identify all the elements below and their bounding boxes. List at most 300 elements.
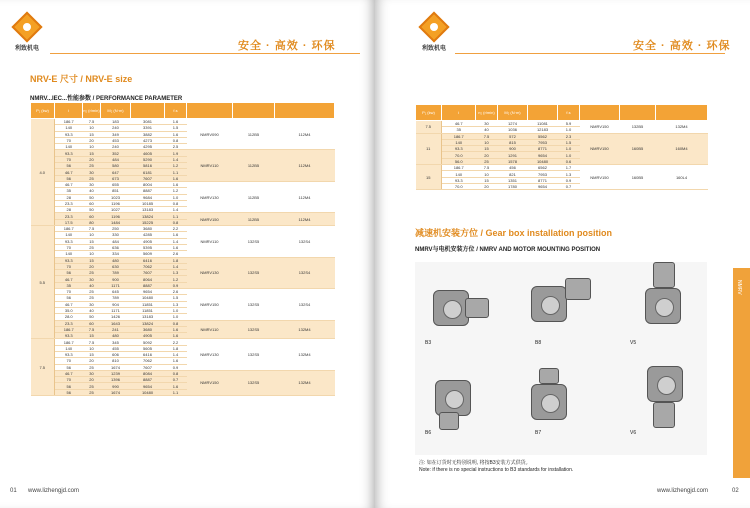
gearbox-icon	[645, 288, 681, 324]
table-cell: 1.0	[165, 194, 187, 200]
model-cell: 132S4	[275, 289, 335, 320]
table-cell: 20	[476, 183, 498, 189]
position-b8	[525, 272, 595, 342]
table-cell: 655	[101, 181, 131, 187]
slogan: 安全 · 高效 · 环保	[633, 40, 731, 52]
table-cell: 7.5	[476, 165, 498, 171]
table-cell: 8887	[131, 377, 165, 383]
table-cell: 330	[101, 232, 131, 238]
brand-name: 利致机电	[14, 46, 39, 52]
table-cell: 1.8	[165, 257, 187, 263]
table-cell: 1274	[498, 121, 528, 127]
table-cell: 1196	[101, 213, 131, 219]
table-cell: 56	[55, 383, 83, 389]
table-cell: 1.1	[165, 389, 187, 395]
table-cell: 12183	[528, 127, 558, 133]
table-cell: 1.6	[165, 326, 187, 332]
table-cell: 40	[476, 127, 498, 133]
table-cell: 15	[83, 238, 101, 244]
table-cell: 2.3	[558, 133, 580, 139]
table-cell: 28	[55, 194, 83, 200]
column-header: i	[442, 105, 476, 121]
table-cell: 20	[476, 152, 498, 158]
model-cell: NMRV130	[187, 339, 233, 370]
table-cell: 0.9	[165, 364, 187, 370]
brand-logo	[10, 16, 44, 52]
table-cell: 15	[83, 131, 101, 137]
table-cell: 0.8	[165, 200, 187, 206]
table-cell: 9654	[131, 383, 165, 389]
table-cell: 1.3	[558, 171, 580, 177]
table-cell: 20	[83, 263, 101, 269]
column-header: M₂ (N·m)	[498, 105, 528, 121]
table-cell: 900	[498, 146, 528, 152]
model-cell: 112B5	[233, 150, 275, 181]
column-header: f.s	[558, 105, 580, 121]
table-cell: 56	[55, 270, 83, 276]
table-cell: 1.0	[558, 127, 580, 133]
model-cell: NMRV130	[187, 257, 233, 288]
position-b6	[429, 370, 489, 430]
table-cell: 60	[83, 320, 101, 326]
table-cell: 7607	[131, 270, 165, 276]
table-cell: 580	[101, 163, 131, 169]
table-cell: 1196	[101, 200, 131, 206]
table-cell: 46.7	[55, 370, 83, 376]
power-cell: 7.5	[416, 121, 442, 134]
table-cell: 1.5	[165, 295, 187, 301]
table-cell: 70	[55, 156, 83, 162]
table-cell: 250	[101, 226, 131, 232]
right-page	[375, 0, 750, 508]
power-cell: 7.5	[31, 339, 55, 396]
table-cell: 572	[498, 133, 528, 139]
brand-name: 利致机电	[421, 46, 446, 52]
table-cell: 1.5	[165, 125, 187, 131]
mounting-diagram	[415, 262, 707, 455]
table-cell: 186.7	[55, 226, 83, 232]
table-cell: 13824	[131, 213, 165, 219]
model-cell: 132S5	[233, 257, 275, 288]
table-cell: 40	[83, 188, 101, 194]
table-cell: 11851	[131, 301, 165, 307]
table-cell: 70.0	[442, 152, 476, 158]
table-cell: 480	[101, 257, 131, 263]
table-cell: 30	[83, 370, 101, 376]
table-cell: 3391	[131, 125, 165, 131]
table-cell: 28.0	[55, 314, 83, 320]
table-cell: 3882	[131, 131, 165, 137]
table-cell: 1.4	[165, 351, 187, 357]
table-cell: 186.7	[442, 133, 476, 139]
table-cell: 46.7	[55, 276, 83, 282]
table-cell: 50	[83, 314, 101, 320]
model-cell: NMRV150	[187, 370, 233, 395]
table-cell: 0.9	[165, 282, 187, 288]
table-cell: 4605	[131, 150, 165, 156]
table-cell: 70	[55, 244, 83, 250]
table-cell: 13183	[131, 314, 165, 320]
table-cell: 7.5	[83, 326, 101, 332]
table-cell: 1.2	[165, 163, 187, 169]
model-cell: 132M4	[275, 320, 335, 339]
table-cell: 93.3	[442, 177, 476, 183]
table-cell: 8064	[131, 276, 165, 282]
table-cell: 851	[101, 188, 131, 194]
table-cell: 186.7	[55, 339, 83, 345]
table-cell: 93.3	[55, 131, 83, 137]
table-cell: 904	[101, 301, 131, 307]
table-cell: 93.3	[442, 146, 476, 152]
table-cell: 30	[83, 276, 101, 282]
position-b7	[525, 368, 585, 428]
column-header	[620, 105, 656, 121]
table-cell: 5562	[528, 133, 558, 139]
model-cell: 160L4	[656, 165, 708, 190]
table-cell: 10	[83, 144, 101, 150]
table-cell: 1.6	[165, 244, 187, 250]
model-cell: 160B5	[620, 133, 656, 164]
table-cell: 93.3	[55, 238, 83, 244]
table-cell: 8004	[131, 181, 165, 187]
table-cell: 23.3	[55, 200, 83, 206]
model-cell: 112B5	[233, 213, 275, 226]
model-cell: NMRV150	[580, 165, 620, 190]
table-cell: 1.5	[558, 139, 580, 145]
model-cell: NMRV150	[187, 289, 233, 320]
table-cell: 15	[476, 177, 498, 183]
table-cell: 630	[101, 263, 131, 269]
model-cell: 160M4	[656, 133, 708, 164]
table-cell: 2.5	[165, 144, 187, 150]
column-header: n₂ (r/min)	[83, 103, 101, 119]
table-cell: 140	[55, 144, 83, 150]
table-cell: 186.7	[55, 326, 83, 332]
table-cell: 6181	[131, 169, 165, 175]
motor-icon	[565, 278, 591, 300]
note-cn: 注: 如在订货时无特别说明, 将按B3安装方式供货。	[419, 460, 531, 466]
table-cell: 56	[55, 295, 83, 301]
column-header	[233, 103, 275, 119]
model-cell: NMRV150	[580, 121, 620, 134]
table-cell: 93.3	[55, 257, 83, 263]
table-cell: 5609	[131, 251, 165, 257]
note-en: Note: if there is no special instructions to B3 standards for installation.	[419, 467, 574, 473]
table-cell: 40	[83, 282, 101, 288]
table-cell: 30	[83, 181, 101, 187]
table-cell: 93.3	[55, 351, 83, 357]
side-tab-label: NMRV	[736, 280, 742, 295]
table-cell: 456	[498, 165, 528, 171]
table-cell: 1.1	[165, 169, 187, 175]
table-cell: 7953	[528, 139, 558, 145]
model-cell: 112M4	[275, 119, 335, 150]
power-cell: 5.5	[31, 226, 55, 339]
table-cell: 46.7	[442, 121, 476, 127]
table-cell: 0.8	[165, 137, 187, 143]
table-cell: 0.9	[558, 177, 580, 183]
table-cell: 810	[101, 358, 131, 364]
table-cell: 6416	[131, 351, 165, 357]
table-cell: 13183	[131, 207, 165, 213]
table-cell: 46.7	[55, 181, 83, 187]
table-cell: 25	[83, 383, 101, 389]
model-cell: NMRV110	[187, 320, 233, 339]
table-cell: 23.3	[55, 213, 83, 219]
table-cell: 1239	[101, 370, 131, 376]
column-header: f.s	[165, 103, 187, 119]
table-cell: 606	[101, 351, 131, 357]
table-cell: 40	[83, 307, 101, 313]
table-cell: 3680	[131, 226, 165, 232]
table-cell: 0.8	[165, 219, 187, 225]
table-cell: 1426	[101, 314, 131, 320]
table-cell: 1.0	[558, 146, 580, 152]
performance-table-continued	[415, 104, 708, 190]
table-cell: 30	[83, 169, 101, 175]
table-cell: 1171	[101, 282, 131, 288]
table-cell: 7062	[131, 358, 165, 364]
table-cell: 5605	[131, 345, 165, 351]
table-cell: 8771	[528, 177, 558, 183]
table-cell: 5816	[131, 163, 165, 169]
model-cell: NMRV090	[187, 119, 233, 150]
table-cell: 8887	[131, 188, 165, 194]
column-header	[580, 105, 620, 121]
table-cell: 821	[498, 171, 528, 177]
table-cell: 10	[83, 125, 101, 131]
table-cell: 1.6	[165, 232, 187, 238]
table-cell: 480	[101, 333, 131, 339]
table-cell: 56	[55, 389, 83, 395]
model-cell: 132M4	[275, 339, 335, 370]
motor-icon	[539, 368, 559, 384]
table-cell: 1674	[101, 389, 131, 395]
table-cell: 8771	[528, 146, 558, 152]
table-cell: 1.4	[165, 263, 187, 269]
table-cell: 20	[83, 377, 101, 383]
table-cell: 240	[101, 125, 131, 131]
table-cell: 5.9	[558, 121, 580, 127]
logo-icon	[418, 11, 449, 42]
table-cell: 1.6	[165, 119, 187, 125]
table-cell: 990	[101, 383, 131, 389]
table-cell: 70.0	[442, 183, 476, 189]
column-header: n₂ (r/min)	[476, 105, 498, 121]
table-cell: 25	[83, 364, 101, 370]
table-cell: 1578	[498, 158, 528, 164]
table-cell: 1.7	[558, 165, 580, 171]
gearbox-icon	[531, 286, 567, 322]
table-cell: 140	[55, 125, 83, 131]
table-cell: 9654	[528, 152, 558, 158]
gearbox-icon	[435, 380, 471, 416]
table-cell: 28	[55, 207, 83, 213]
table-cell: 70	[55, 377, 83, 383]
column-header: P₁ (kw)	[31, 103, 55, 119]
table-cell: 1643	[101, 320, 131, 326]
table-cell: 186.7	[442, 165, 476, 171]
table-cell: 15	[476, 146, 498, 152]
table-cell: 5290	[131, 156, 165, 162]
model-cell: 132B5	[620, 121, 656, 134]
table-cell: 1.2	[165, 276, 187, 282]
table-cell: 3081	[131, 119, 165, 125]
table-cell: 56	[55, 175, 83, 181]
table-subtitle: NMRV...IEC...性能参数 / PERFORMANCE PARAMETER	[30, 96, 183, 102]
table-cell: 484	[101, 156, 131, 162]
website-link[interactable]: www.lizhengjd.com	[28, 488, 80, 494]
table-cell: 56	[55, 163, 83, 169]
table-cell: 46.7	[55, 301, 83, 307]
table-cell: 349	[101, 131, 131, 137]
position-label: B7	[535, 430, 542, 436]
model-cell: 160B5	[620, 165, 656, 190]
table-cell: 1027	[101, 207, 131, 213]
table-cell: 70	[55, 358, 83, 364]
table-cell: 25	[83, 389, 101, 395]
table-cell: 35	[442, 127, 476, 133]
table-cell: 25	[83, 175, 101, 181]
table-cell: 70	[55, 137, 83, 143]
table-cell: 15225	[131, 219, 165, 225]
table-header-row	[31, 103, 335, 119]
column-header: M₂ (N·m)	[101, 103, 131, 119]
website-link[interactable]: www.lizhengjd.com	[657, 488, 709, 494]
table-cell: 334	[101, 251, 131, 257]
installation-title: 减速机安装方位 / Gear box installation position	[415, 228, 613, 238]
model-cell: NMRV130	[187, 181, 233, 212]
table-cell: 10	[476, 171, 498, 177]
position-label: V6	[630, 430, 637, 436]
table-cell: 0.7	[165, 377, 187, 383]
table-cell: 815	[498, 139, 528, 145]
table-cell: 9654	[131, 289, 165, 295]
table-cell: 900	[101, 276, 131, 282]
side-tab	[733, 268, 750, 478]
table-cell: 140	[55, 345, 83, 351]
table-cell: 1351	[498, 177, 528, 183]
table-cell: 20	[83, 137, 101, 143]
table-cell: 0.6	[558, 158, 580, 164]
model-cell: 132S5	[233, 370, 275, 395]
gearbox-icon	[433, 290, 469, 326]
motor-icon	[439, 412, 459, 430]
table-cell: 70	[55, 263, 83, 269]
table-cell: 4285	[131, 232, 165, 238]
table-cell: 7.5	[83, 339, 101, 345]
header-divider	[455, 53, 725, 54]
table-cell: 10	[83, 232, 101, 238]
table-cell: 30	[476, 121, 498, 127]
table-cell: 60	[83, 213, 101, 219]
table-cell: 25	[83, 295, 101, 301]
performance-table	[30, 102, 335, 396]
table-cell: 1.0	[558, 152, 580, 158]
table-cell: 673	[101, 175, 131, 181]
table-cell: 636	[101, 244, 131, 250]
model-cell: NMRV110	[187, 226, 233, 257]
table-cell: 7062	[131, 263, 165, 269]
position-v5	[625, 262, 701, 338]
table-cell: 11851	[131, 307, 165, 313]
table-cell: 0.8	[165, 370, 187, 376]
table-cell: 1.6	[165, 181, 187, 187]
table-cell: 4905	[131, 333, 165, 339]
table-cell: 789	[101, 295, 131, 301]
table-cell: 1.2	[165, 188, 187, 194]
section-title: NRV-E 尺寸 / NRV-E size	[30, 74, 133, 84]
table-cell: 140	[442, 139, 476, 145]
position-label: B3	[425, 340, 432, 346]
table-cell: 0.8	[165, 320, 187, 326]
table-cell: 10	[83, 251, 101, 257]
table-cell: 50	[83, 194, 101, 200]
table-cell: 60	[83, 200, 101, 206]
table-cell: 1.1	[165, 213, 187, 219]
gearbox-icon	[531, 384, 567, 420]
table-cell: 7.5	[83, 226, 101, 232]
table-cell: 1.4	[165, 238, 187, 244]
table-cell: 1484	[101, 219, 131, 225]
table-cell: 7607	[131, 364, 165, 370]
brand-logo	[417, 16, 451, 52]
gearbox-icon	[647, 366, 683, 402]
table-cell: 241	[101, 326, 131, 332]
table-cell: 2.2	[165, 226, 187, 232]
table-cell: 2.6	[165, 289, 187, 295]
model-cell: 112M4	[275, 213, 335, 226]
table-cell: 46.7	[55, 169, 83, 175]
table-cell: 80	[83, 219, 101, 225]
power-cell: 4.0	[31, 119, 55, 226]
table-cell: 1.6	[165, 131, 187, 137]
table-cell: 25	[83, 244, 101, 250]
table-cell: 8887	[131, 282, 165, 288]
table-cell: 50	[83, 207, 101, 213]
table-cell: 25	[83, 270, 101, 276]
table-cell: 240	[101, 144, 131, 150]
column-header	[187, 103, 233, 119]
model-cell: NMRV150	[580, 133, 620, 164]
model-cell: 132M4	[656, 121, 708, 134]
table-cell: 56.0	[442, 158, 476, 164]
logo-icon	[11, 11, 42, 42]
table-cell: 10	[83, 345, 101, 351]
slogan: 安全 · 高效 · 环保	[238, 40, 336, 52]
model-cell: 112M4	[275, 181, 335, 212]
table-cell: 6562	[528, 165, 558, 171]
table-cell: 15	[83, 333, 101, 339]
table-cell: 1.4	[165, 207, 187, 213]
model-cell: NMRV110	[187, 150, 233, 181]
table-cell: 4295	[131, 144, 165, 150]
table-cell: 9654	[528, 183, 558, 189]
table-cell: 1.0	[165, 314, 187, 320]
table-cell: 56	[55, 364, 83, 370]
model-cell: 112M4	[275, 150, 335, 181]
table-cell: 352	[101, 150, 131, 156]
model-cell: 132S5	[233, 226, 275, 257]
table-cell: 186.7	[55, 119, 83, 125]
table-cell: 140	[55, 251, 83, 257]
table-cell: 7.5	[83, 119, 101, 125]
table-cell: 25	[83, 163, 101, 169]
table-cell: 30	[83, 301, 101, 307]
table-cell: 11081	[528, 121, 558, 127]
table-cell: 647	[101, 169, 131, 175]
table-cell: 1.8	[165, 345, 187, 351]
